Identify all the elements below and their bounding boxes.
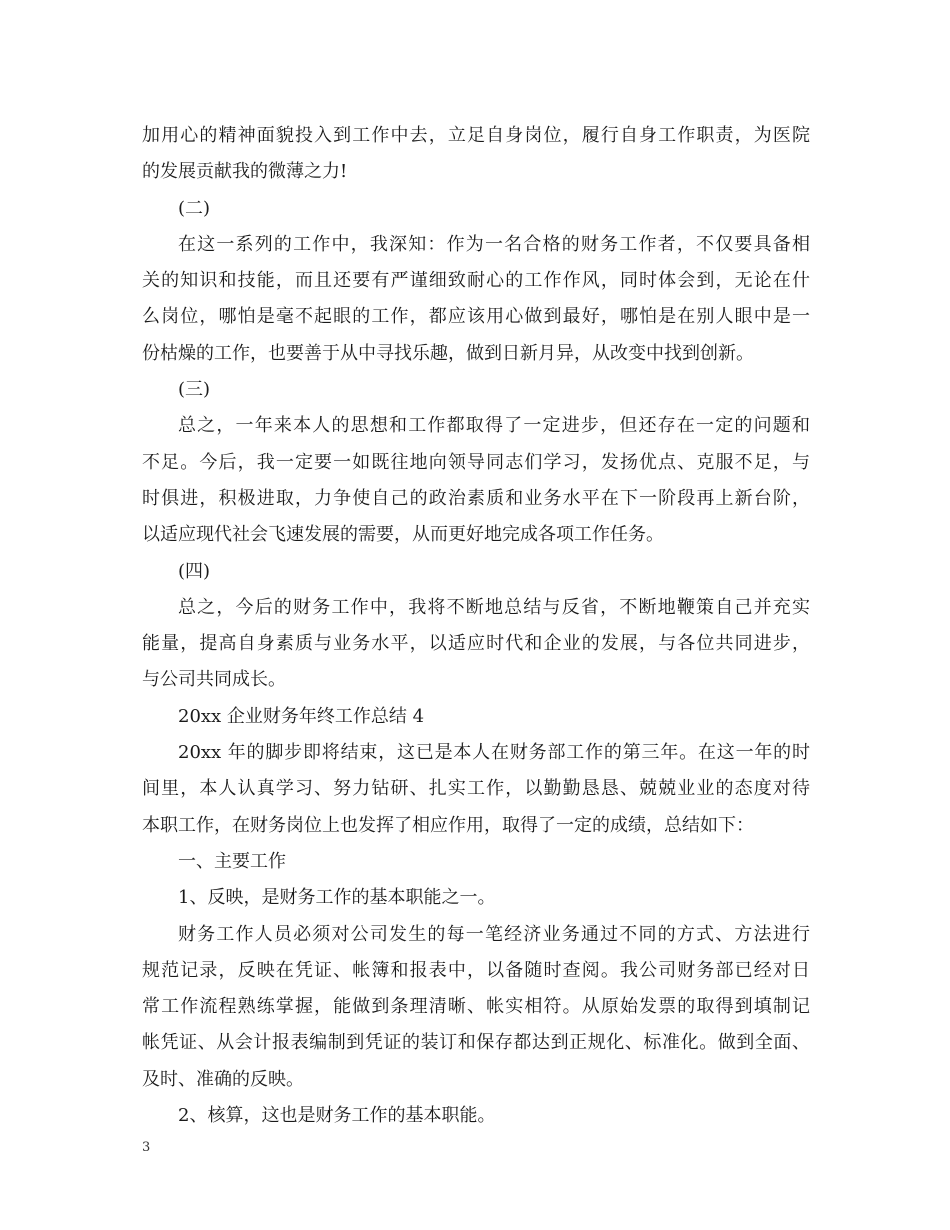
page-number: 3	[142, 1140, 151, 1155]
text-line: 财务工作人员必须对公司发生的每一笔经济业务通过不同的方式、方法进行	[178, 923, 810, 945]
text-line: 本职工作，在财务岗位上也发挥了相应作用，取得了一定的成绩，总结如下：	[142, 814, 754, 836]
text-line: 么岗位，哪怕是毫不起眼的工作，都应该用心做到最好，哪怕是在别人眼中是一	[142, 306, 810, 328]
text-line: 20xx 企业财务年终工作总结 4	[178, 705, 425, 727]
text-line: (四)	[178, 560, 211, 582]
text-line: 能量，提高自身素质与业务水平，以适应时代和企业的发展，与各位共同进步，	[142, 633, 810, 655]
text-line: 规范记录，反映在凭证、帐簿和报表中，以备随时查阅。我公司财务部已经对日	[142, 959, 810, 981]
text-line: 帐凭证、从会计报表编制到凭证的装订和保存都达到正规化、标准化。做到全面、	[142, 1032, 810, 1054]
text-line: 以适应现代社会飞速发展的需要，从而更好地完成各项工作任务。	[142, 524, 664, 546]
text-line: 加用心的精神面貌投入到工作中去，立足自身岗位，履行自身工作职责，为医院	[142, 125, 810, 146]
text-line: 一、主要工作	[178, 850, 286, 872]
text-line: (二)	[178, 197, 211, 219]
text-line: 总之，今后的财务工作中，我将不断地总结与反省，不断地鞭策自己并充实	[178, 596, 810, 618]
text-line: 在这一系列的工作中，我深知：作为一名合格的财务工作者，不仅要具备相	[178, 233, 810, 255]
text-line: 20xx 年的脚步即将结束，这已是本人在财务部工作的第三年。在这一年的时	[178, 742, 810, 764]
text-line: 时俱进，积极进取，力争使自己的政治素质和业务水平在下一阶段再上新台阶，	[142, 487, 810, 509]
body-text	[142, 118, 810, 1134]
text-line: 2、核算，这也是财务工作的基本职能。	[178, 1105, 496, 1127]
text-line: 关的知识和技能，而且还要有严谨细致耐心的工作作风，同时体会到，无论在什	[142, 270, 810, 292]
text-line: 及时、准确的反映。	[142, 1068, 304, 1090]
text-line: 与公司共同成长。	[142, 669, 286, 691]
text-line: 份枯燥的工作，也要善于从中寻找乐趣，做到日新月异，从改变中找到创新。	[142, 342, 754, 364]
text-line: 总之，一年来本人的思想和工作都取得了一定进步，但还存在一定的问题和	[178, 415, 810, 437]
text-line: 的发展贡献我的微薄之力!	[142, 161, 348, 183]
text-line: 不足。今后，我一定要一如既往地向领导同志们学习，发扬优点、克服不足，与	[142, 451, 810, 473]
text-line: (三)	[178, 379, 211, 401]
text-line: 常工作流程熟练掌握，能做到条理清晰、帐实相符。从原始发票的取得到填制记	[142, 996, 810, 1018]
text-line: 1、反映，是财务工作的基本职能之一。	[178, 887, 496, 909]
text-line: 间里，本人认真学习、努力钻研、扎实工作，以勤勤恳恳、兢兢业业的态度对待	[142, 778, 810, 800]
